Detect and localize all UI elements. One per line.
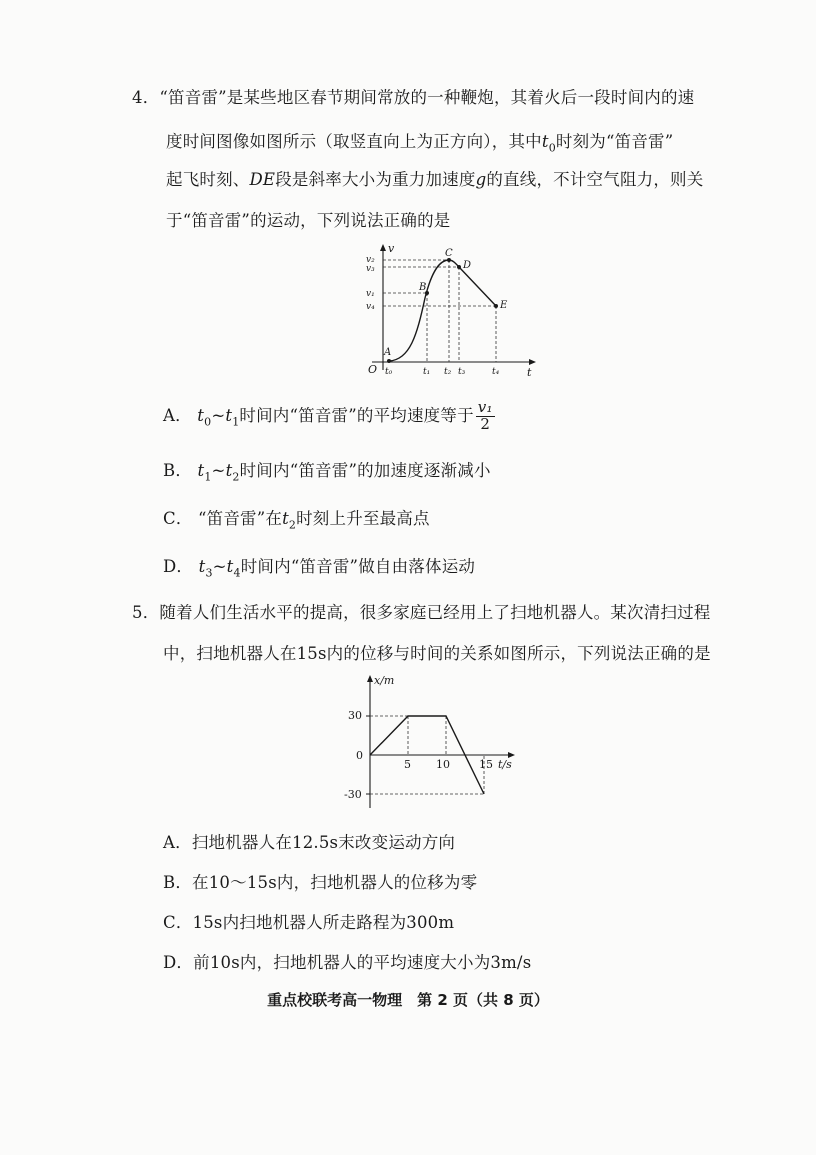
fraction-v1-over-2: $\frac{\text{v₁}}{2}$ xyxy=(477,398,493,433)
q4-ylabel-v2: v₂ xyxy=(366,255,375,265)
q5-xt-graph xyxy=(340,670,520,815)
q4-point-B: B xyxy=(419,282,427,293)
q5-number: 5． xyxy=(132,603,160,622)
q5-xlabel-10: 10 xyxy=(436,758,450,771)
q4-point-A: A xyxy=(384,347,392,358)
q4-option-B: B． $t_1\sim t_2$时间内“笛音雷”的加速度逐渐减小 xyxy=(163,461,491,484)
q4-number: 4． xyxy=(132,88,160,107)
q5-xlabel-15: 15 xyxy=(479,758,493,771)
q5-axis-x: t/s xyxy=(498,758,512,771)
q5-line2: 中，扫地机器人在15s内的位移与时间的关系如图所示，下列说法正确的是 xyxy=(163,644,711,663)
q5-ylabel-0: 0 xyxy=(356,749,363,762)
q4-point-C: C xyxy=(445,248,453,259)
q5-line1: 5．随着人们生活水平的提高，很多家庭已经用上了扫地机器人。某次清扫过程 xyxy=(132,603,711,622)
q5-option-B: B．在10～15s内，扫地机器人的位移为零 xyxy=(163,873,478,892)
q4-origin: O xyxy=(368,363,378,376)
q5-option-C: C．15s内扫地机器人所走路程为300m xyxy=(163,913,455,932)
q4-point-D: D xyxy=(463,260,472,271)
q4-line4: 于“笛音雷”的运动，下列说法正确的是 xyxy=(166,211,451,230)
q5-ylabel-neg30: -30 xyxy=(344,788,362,801)
q5-axis-y: x/m xyxy=(374,674,395,687)
q4-line1: 4．“笛音雷”是某些地区春节期间常放的一种鞭炮，其着火后一段时间内的速 xyxy=(132,88,695,107)
q4-axis-v: v xyxy=(388,242,395,255)
q4-xlabel-t0: t₀ xyxy=(385,367,393,377)
q4-ylabel-v3: v₃ xyxy=(366,264,375,274)
q5-ylabel-30: 30 xyxy=(348,709,362,722)
q4-xlabel-t2: t₂ xyxy=(444,367,452,377)
q4-xlabel-t1: t₁ xyxy=(423,367,431,377)
q4-ylabel-v1: v₁ xyxy=(366,289,375,299)
q4-xlabel-t3: t₃ xyxy=(458,367,466,377)
q5-option-A: A．扫地机器人在12.5s末改变运动方向 xyxy=(163,833,456,852)
page-footer: 重点校联考高一物理 第 2 页（共 8 页） xyxy=(267,991,549,1009)
q5-xlabel-5: 5 xyxy=(404,758,411,771)
q4-option-D: D． $t_3\sim t_4$时间内“笛音雷”做自由落体运动 xyxy=(163,557,476,580)
q4-point-E: E xyxy=(500,300,508,311)
q4-ylabel-v4: v₄ xyxy=(366,302,375,312)
q4-vt-graph xyxy=(360,240,540,380)
q4-option-C: C． “笛音雷”在$t_2$时刻上升至最高点 xyxy=(163,509,430,532)
q4-line2: 度时间图像如图所示（取竖直向上为正方向），其中$t_0$时刻为“笛音雷” xyxy=(166,132,674,155)
q4-xlabel-t4: t₄ xyxy=(492,367,500,377)
q4-line3: 起飞时刻、DE段是斜率大小为重力加速度g的直线，不计空气阻力，则关 xyxy=(166,170,704,189)
q5-option-D: D．前10s内，扫地机器人的平均速度大小为3m/s xyxy=(163,953,532,972)
q4-option-A: A． $t_0\sim t_1$时间内“笛音雷”的平均速度等于 $\frac{\text{v₁}}{2}$ xyxy=(163,398,493,433)
q4-axis-t: t xyxy=(527,366,532,379)
